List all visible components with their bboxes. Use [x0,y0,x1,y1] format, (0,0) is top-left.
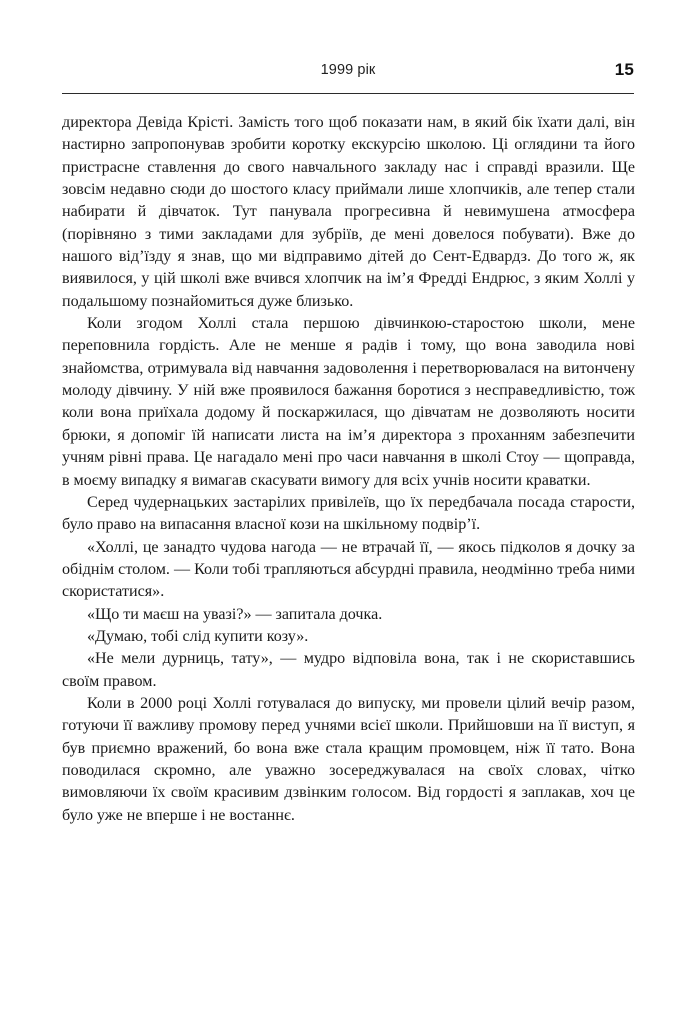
paragraph: «Холлі, це занадто чудова нагода — не втрачай її, — якось підколов я дочку за обіднім столом. — Коли тобі трапляються абсурдні правила, неодмінно треба ними скористатися». [62,538,635,601]
paragraph: Коли згодом Холлі стала першою дівчинкою-старостою школи, мене переповнила гордість. Але не менше я радів і тому, що вона заводила нові знайомства, отримувала від навчання задоволення і перетворювалася на витончену молоду дівчину. У ній вже проявилося бажання боротися з несправедливістю, тож коли вона приїхала додому й поскаржилася, що дівчатам не дозволяють носити брюки, я допоміг їй написати листа на ім’я директора з проханням забезпечити учням рівні права. Це нагадало мені про часи навчання в школі Стоу — щоправда, в моєму випадку я вимагав скасувати вимогу для всіх учнів носити краватки. [62,315,635,489]
page-number: 15 [614,60,634,79]
running-head-title: 1999 рік [320,62,376,78]
paragraph: «Що ти маєш на увазі?» — запитала дочка. [87,605,383,623]
paragraph: директора Девіда Крісті. Замість того щоб показати нам, в який бік їхати далі, він настирно запропонував зробити коротку екскурсію школою. Ці оглядини та його пристрасне ставлення до свого навчального закладу нас і справді вразили. Ще зовсім недавно сюди до шостого класу приймали лише хлопчиків, але тепер стали набирати й дівчаток. Тут панувала прогресивна й невимушена атмосфера (порівняно з тими закладами для зубріїв, де мені довелося побувати). Вже до нашого від’їзду я знав, що ми відправимо дітей до Сент-Едвардз. До того ж, як виявилося, у цій школі вже вчився хлопчик на ім’я Фредді Ендрюс, з яким Холлі у подальшому познайомиться дуже близько. [62,114,635,310]
running-head-rule [62,93,634,94]
running-head-row [62,62,634,88]
running-head [62,62,634,96]
paragraph: Серед чудернацьких застарілих привілеїв, що їх передбачала посада старости, було право на випасання власної кози на шкільному подвір’ї. [62,493,635,534]
body-text-block [62,112,635,827]
paragraph: «Думаю, тобі слід купити козу». [87,627,309,645]
paragraph: «Не мели дурниць, тату», — мудро відповіла вона, так і не скориставшись своїм правом. [62,650,635,690]
paragraph: Коли в 2000 році Холлі готувалася до випуску, ми провели цілий вечір разом, готуючи її важливу промову перед учнями всієї школи. Прийшовши на її виступ, я був приємно вражений, бо вона вже стала кращим промовцем, ніж її тато. Вона поводилася скромно, але уважно зосереджувалася на своїх словах, чітко вимовляючи їх своїм красивим дзвінким голосом. Від гордості я заплакав, хоч це було уже не вперше і не востаннє. [62,694,635,824]
